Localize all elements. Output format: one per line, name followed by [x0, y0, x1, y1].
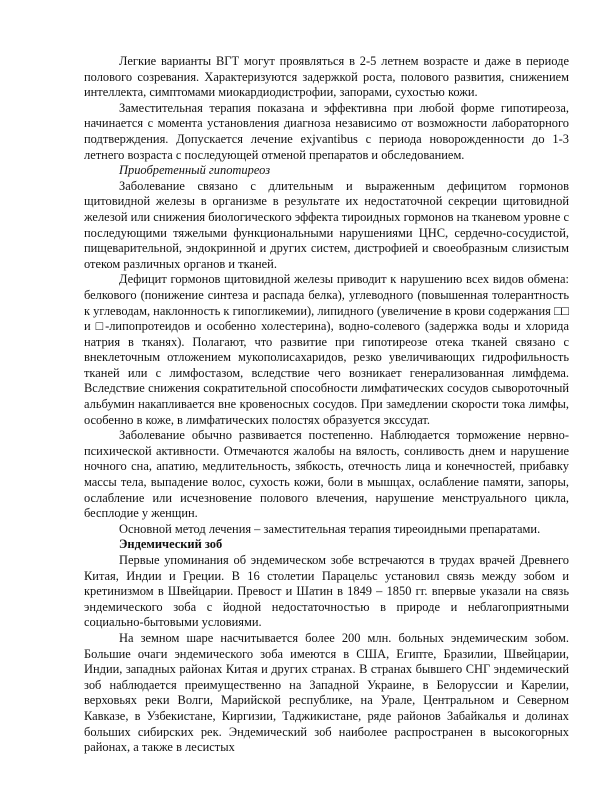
paragraph-metabolism: Дефицит гормонов щитовидной железы приводит к нарушению всех видов обмена: белкового (понижение синтеза и распада белка), углеводного (повышенная толерантность к углеводам, наклонность к гипогликемии), липидного (увеличение в крови содержания □□ и □-липопротеидов и особенно холестерина), водно-солевого (задержка воды и хлорида натрия в тканях). Полагают, что развитие при гипотиреозе отека тканей связано с внеклеточным отложением мукополисахаридов, резко увеличивающих гидрофильность тканей или с лимфостазом, вследствие чего возникает генерализованная лимфдема. Вследствие снижения сократительной способности лимфатических сосудов сывороточный альбумин накапливается вне кровеносных сосудов. При замедлении скорости тока лимфы, особенно в коже, в лимфатических полостях образуется экссудат.	[84, 272, 569, 427]
paragraph-history: Первые упоминания об эндемическом зобе встречаются в трудах врачей Древнего Китая, Индии и Греции. В 16 столетии Парацельс установил связь между зобом и кретинизмом в Швейцарии. Превост и Шатин в 1849 – 1850 гг. впервые указали на связь эндемического зоба с йодной недостаточностью в природе и неблагоприятными социально-бытовыми условиями.	[84, 553, 569, 630]
paragraph-symptoms: Заболевание обычно развивается постепенно. Наблюдается торможение нервно-психической активности. Отмечаются жалобы на вялость, сонливость днем и нарушение ночного сна, апатию, медлительность, зябкость, отечность лица и конечностей, прибавку массы тела, выпадение волос, сухость кожи, боли в мышцах, ослабление памяти, запоры, ослабление или исчезновение полового влечения, нарушение менструального цикла, бесплодие у женщин.	[84, 428, 569, 521]
paragraph-acquired-cause: Заболевание связано с длительным и выраженным дефицитом гормонов щитовидной железы в организме в результате их недостаточной секреции щитовидной железой или снижения биологического эффекта тироидных гормонов на тканевом уровне с последующими тяжелыми функциональными нарушениями ЦНС, сердечно-сосудистой, пищеварительной, эндокринной и других систем, дистрофией и своеобразным слизистым отеком различных органов и тканей.	[84, 178, 569, 271]
section-title-endemic-goiter: Эндемический зоб	[119, 537, 223, 552]
paragraph-mild-variants: Легкие варианты ВГТ могут проявляться в 2-5 летнем возрасте и даже в периоде полового созревания. Характеризуются задержкой роста, полового развития, снижением интеллекта, симптомами миокардиодистрофии, запорами, сухостью кожи.	[84, 54, 569, 100]
subheading-acquired-hypothyroidism: Приобретенный гипотиреоз	[119, 163, 271, 178]
paragraph-prevalence: На земном шаре насчитывается более 200 млн. больных эндемическим зобом. Большие очаги эндемического зоба имеются в США, Египте, Бразилии, Швейцарии, Индии, западных районах Китая и других странах. В странах бывшего СНГ эндемический зоб наблюдается преимущественно на Западной Украине, в Белоруссии и Карелии, верховьях реки Волги, Марийской республике, на Урале, Центральном и Северном Кавказе, в Узбекистане, Киргизии, Таджикистане, ряде районов Забайкалья и долинах больших сибирских рек. Эндемический зоб наиболее распространен в высокогорных районах, а также в лесистых	[84, 630, 569, 755]
document-page	[84, 54, 569, 756]
paragraph-treatment: Основной метод лечения – заместительная терапия тиреоидными препаратами.	[119, 521, 541, 536]
paragraph-replacement-therapy: Заместительная терапия показана и эффективна при любой форме гипотиреоза, начинается с момента установления диагноза независимо от возможности лабораторного подтверждения. Допускается лечение exjvantibus с периода новорожденности до 1-3 летнего возраста с последующей отменой препаратов и обследованием.	[84, 100, 569, 162]
